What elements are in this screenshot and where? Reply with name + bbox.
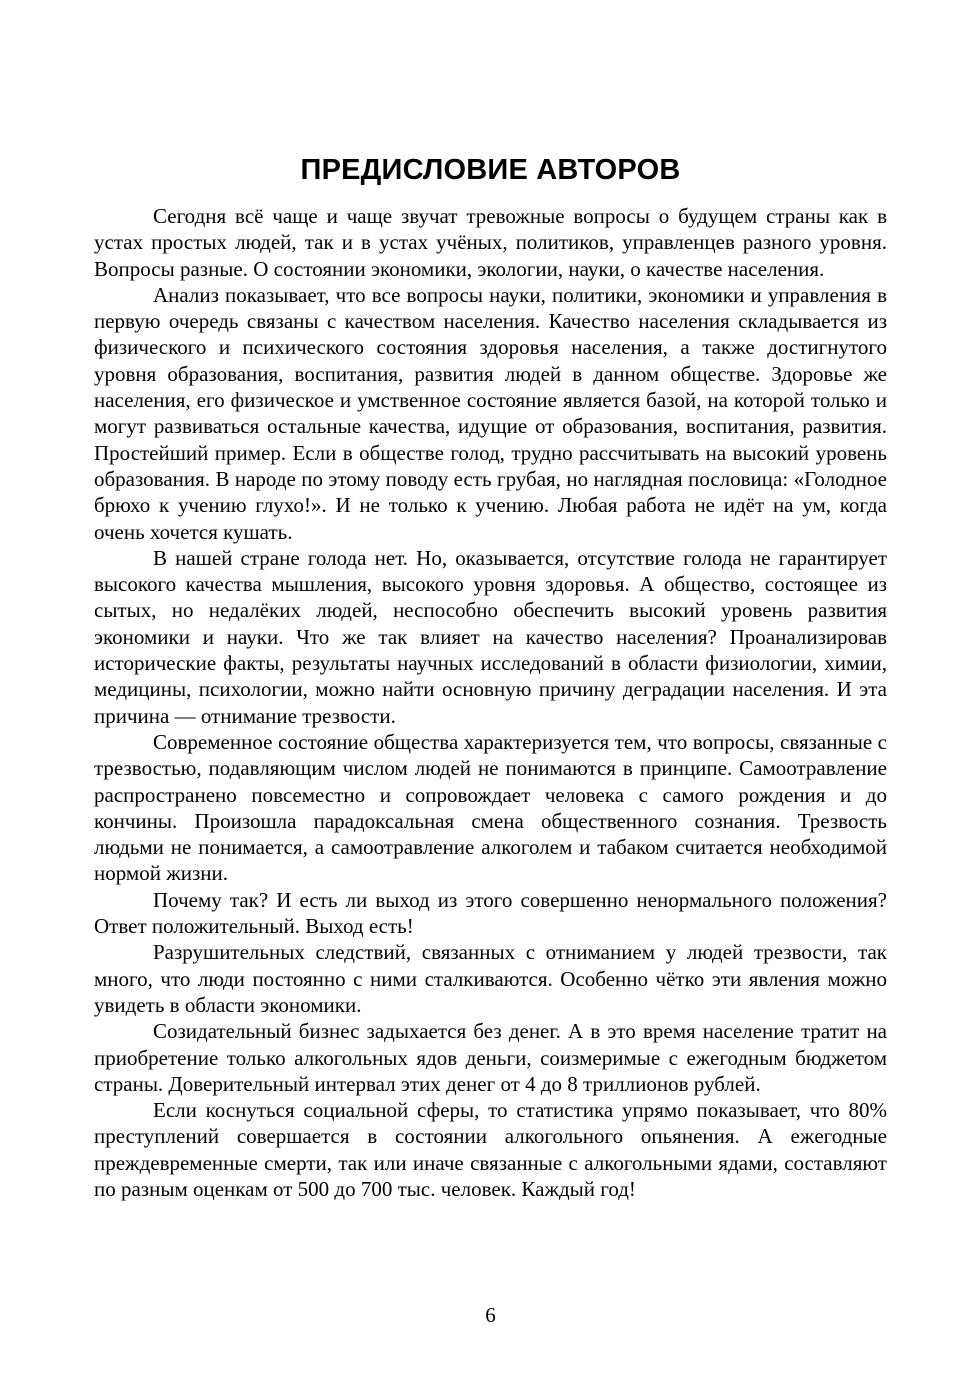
document-page: [94, 0, 887, 1386]
body-text: [94, 203, 887, 1202]
paragraph: Если коснуться социальной сферы, то статистика упрямо показывает, что 80% преступлений совершается в состоянии алкогольного опьянения. А ежeгодные преждевременные смерти, так или иначе связанные с алкогольными ядами, составляют по разным оценкам от 500 до 700 тыс. человек. Каждый год!: [94, 1098, 887, 1201]
paragraph: Разрушительных следствий, связанных с отниманием у людей трезвости, так много, что люди постоянно с ними сталкиваются. Особенно чётко эти явления можно увидеть в области экономики.: [94, 940, 887, 1017]
page-number: 6: [485, 1303, 496, 1327]
paragraph: Созидательный бизнес задыхается без денег. А в это время население тратит на приобретение только алкогольных ядов деньги, соизмеримые с ежегодным бюджетом страны. Доверительный интервал этих денег от 4 до 8 триллионов рублей.: [94, 1019, 887, 1096]
page-title: ПРЕДИСЛОВИЕ АВТОРОВ: [300, 154, 681, 186]
paragraph: Современное состояние общества характеризуется тем, что вопросы, связанные с трезвостью, подавляющим числом людей не понимаются в принципе. Самоотравление распространено повсеместно и сопровождает человека с самого рождения и до кончины. Произошла парадоксальная смена общественного сознания. Трезвость людьми не понимается, а самоотравление алкоголем и табаком считается необходимой нормой жизни.: [94, 729, 887, 886]
paragraph: Анализ показывает, что все вопросы науки, политики, экономики и управления в первую очередь связаны с качеством населения. Качество населения складывается из физического и психического состояния здоровья населения, а также достигнутого уровня образования, воспитания, развития людей в данном обществе. Здоровье же населения, его физическое и умственное состояние является базой, на которой только и могут развиваться остальные качества, идущие от образования, воспитания, развития. Простейший пример. Если в обществе голод, трудно рассчитывать на высокий уровень образования. В народе по этому поводу есть грубая, но наглядная пословица: «Голодное брюхо к учению глухо!». И не только к учению. Любая работа не идёт на ум, когда очень хочется кушать.: [94, 282, 887, 544]
paragraph: В нашей стране голода нет. Но, оказывается, отсутствие голода не гарантирует высокого качества мышления, высокого уровня здоровья. А общество, состоящее из сытых, но недалёких людей, неспособно обеспечить высокий уровень развития экономики и науки. Что же так влияет на качество населения? Проанализировав исторические факты, результаты научных исследований в области физиологии, химии, медицины, психологии, можно найти основную причину деградации населения. И эта причина — отнимание трезвости.: [94, 545, 887, 728]
paragraph: Почему так? И есть ли выход из этого совершенно ненормального положения? Ответ положительный. Выход есть!: [94, 887, 887, 939]
paragraph: Сегодня всё чаще и чаще звучат тревожные вопросы о будущем страны как в устах простых людей, так и в устах учёных, политиков, управленцев разного уровня. Вопросы разные. О состоянии экономики, экологии, науки, о качестве населения.: [94, 204, 887, 281]
